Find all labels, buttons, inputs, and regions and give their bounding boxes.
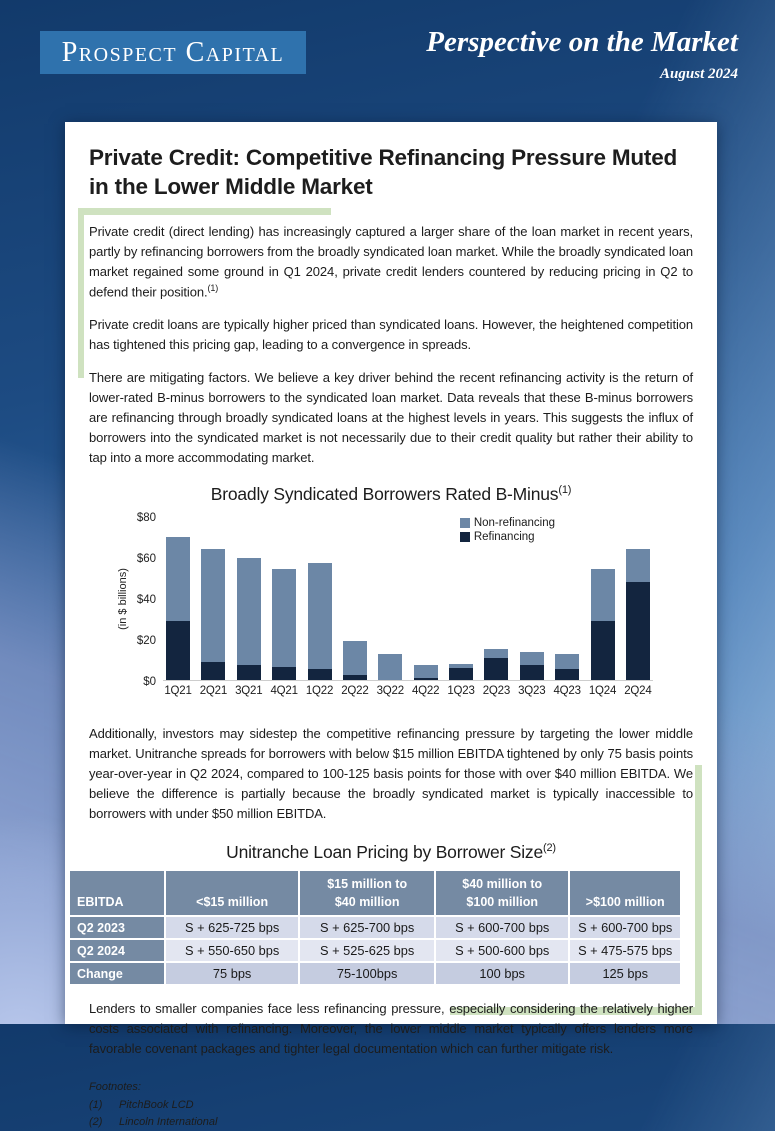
row-label: Q2 2024	[70, 940, 164, 961]
bar-segment-refinancing	[626, 582, 650, 680]
bar-1q23	[447, 517, 475, 698]
bar-segment-non-refinancing	[626, 549, 650, 582]
footnote-number: (2)	[89, 1115, 103, 1128]
table-cell: 75 bps	[166, 963, 298, 984]
table-row	[70, 963, 680, 984]
bar-segment-non-refinancing	[343, 641, 367, 675]
table-cell: S + 625-700 bps	[300, 917, 434, 938]
y-tick-label: $40	[136, 594, 156, 607]
column-header: $40 million to $100 million	[436, 871, 568, 915]
table-title-superscript: (2)	[543, 842, 556, 855]
bar-segment-non-refinancing	[308, 563, 332, 669]
bar-2q21	[199, 517, 228, 698]
table-cell: S + 550-650 bps	[166, 940, 298, 961]
bar-segment-refinancing	[201, 662, 225, 680]
table-header-row	[70, 871, 680, 915]
bar-segment-non-refinancing	[237, 558, 261, 665]
bar-segment-refinancing	[484, 658, 508, 681]
masthead-date: August 2024	[660, 66, 738, 82]
bar-segment-refinancing	[237, 665, 261, 680]
footnotes	[89, 1079, 693, 1130]
x-axis-label: 1Q23	[447, 685, 475, 698]
bar-2q23	[482, 517, 511, 698]
footnotes-heading: Footnotes:	[89, 1081, 141, 1094]
x-axis-label: 3Q21	[235, 685, 263, 698]
x-axis-label: 1Q22	[305, 685, 334, 698]
row-label: Change	[70, 963, 164, 984]
row-label: Q2 2023	[70, 917, 164, 938]
column-header: EBITDA	[70, 871, 164, 915]
prospect-capital-logo	[40, 31, 306, 74]
bar-2q22	[341, 517, 369, 698]
footnote-number: (1)	[89, 1098, 103, 1111]
bar-segment-refinancing	[343, 675, 367, 680]
y-tick-label: $80	[136, 512, 156, 525]
column-header: $15 million to $40 million	[300, 871, 434, 915]
bar-3q22	[376, 517, 404, 698]
x-axis-label: 4Q21	[270, 685, 298, 698]
chart-title-text: Broadly Syndicated Borrowers Rated B-Minus	[210, 484, 559, 505]
bar-4q23	[553, 517, 581, 698]
bar-segment-non-refinancing	[166, 537, 190, 621]
bar-3q23	[518, 517, 546, 698]
chart-title-superscript: (1)	[558, 484, 572, 497]
y-tick-label: $20	[136, 635, 156, 648]
x-axis-label: 1Q24	[588, 685, 617, 698]
table-cell: 75-100bps	[300, 963, 434, 984]
paragraph-1	[89, 222, 693, 302]
bar-segment-refinancing	[166, 621, 190, 680]
bar-segment-non-refinancing	[378, 654, 402, 680]
table-cell: S + 525-625 bps	[300, 940, 434, 961]
bar-4q22	[411, 517, 440, 698]
table-cell: S + 500-600 bps	[436, 940, 568, 961]
chart-bars-area	[163, 517, 653, 698]
legend-label: Non-refinancing	[473, 517, 555, 530]
table-cell: S + 600-700 bps	[436, 917, 568, 938]
column-header: <$15 million	[166, 871, 298, 915]
bar-4q21	[270, 517, 298, 698]
table-cell: 100 bps	[436, 963, 568, 984]
paragraph-2: Private credit loans are typically higher priced than syndicated loans. However, the heightened competition has tightened this pricing gap, leading to a convergence in spreads.	[89, 316, 693, 352]
bar-segment-non-refinancing	[591, 569, 615, 620]
table-title	[89, 842, 693, 863]
bar-chart	[89, 484, 693, 711]
x-axis-label: 2Q22	[341, 685, 369, 698]
footnote-marker-1: (1)	[207, 282, 219, 293]
logo-text: Prospect Capital	[61, 36, 285, 68]
y-axis-label: (in $ billions)	[117, 568, 129, 630]
masthead-title: Perspective on the Market	[426, 26, 738, 58]
bar-segment-non-refinancing	[414, 665, 438, 678]
article-title: Private Credit: Competitive Refinancing Pressure Muted in the Lower Middle Market	[89, 145, 678, 199]
table-cell: S + 600-700 bps	[570, 917, 680, 938]
article-card	[65, 122, 717, 1128]
bar-segment-refinancing	[555, 669, 579, 680]
bar-segment-refinancing	[520, 665, 544, 680]
chart-title	[89, 484, 693, 505]
x-axis-label: 2Q21	[199, 685, 228, 698]
y-tick-label: $60	[136, 553, 156, 566]
y-axis-ticks	[119, 512, 163, 689]
footnote-text: Lincoln International	[119, 1115, 218, 1128]
column-header: >$100 million	[570, 871, 680, 915]
pricing-table	[68, 869, 682, 986]
bar-segment-non-refinancing	[272, 569, 296, 666]
bar-segment-non-refinancing	[484, 649, 508, 657]
paragraph-4: Additionally, investors may sidestep the competitive refinancing pressure by targeting the lower middle market. Unitranche spreads for borrowers with below $15 million EBITDA tightened by only 75 basis points year-over-year in Q2 2024, compared to 100-125 basis points for those with over $40 million EBITDA. We believe the difference is partially because the broadly syndicated market is typically inaccessible to borrowers with under $50 million EBITDA.	[89, 726, 693, 822]
x-axis-label: 2Q23	[482, 685, 511, 698]
chart-plot-area	[117, 512, 693, 698]
legend-label: Refinancing	[473, 531, 535, 544]
table-cell: S + 625-725 bps	[166, 917, 298, 938]
bar-1q21	[164, 517, 192, 698]
table-row	[70, 917, 680, 938]
table-cell: S + 475-575 bps	[570, 940, 680, 961]
bar-segment-refinancing	[308, 669, 332, 680]
bar-segment-non-refinancing	[201, 549, 225, 662]
table-cell: 125 bps	[570, 963, 680, 984]
bar-segment-refinancing	[449, 668, 473, 680]
footnote-item	[89, 1114, 693, 1131]
bar-segment-refinancing	[591, 621, 615, 680]
paragraph-5: Lenders to smaller companies face less refinancing pressure, especially considering the relatively higher costs associated with refinancing. Moreover, the lower middle market typically offers lenders more favorable covenant packages and tighter legal documentation which can further mitigate risk.	[89, 1001, 693, 1057]
footnote-text: PitchBook LCD	[119, 1098, 194, 1111]
bar-segment-non-refinancing	[520, 652, 544, 664]
bar-1q24	[588, 517, 617, 698]
table-title-text: Unitranche Loan Pricing by Borrower Size	[226, 842, 544, 863]
x-axis-label: 3Q22	[376, 685, 404, 698]
bar-3q21	[235, 517, 263, 698]
x-axis-label: 1Q21	[164, 685, 192, 698]
x-axis-label: 4Q23	[553, 685, 581, 698]
x-axis-label: 3Q23	[518, 685, 546, 698]
bar-segment-non-refinancing	[555, 654, 579, 668]
bar-segment-refinancing	[272, 667, 296, 680]
y-tick-label: $0	[143, 676, 156, 689]
bar-2q24	[624, 517, 652, 698]
footnote-item	[89, 1097, 693, 1114]
paragraph-1-text: Private credit (direct lending) has increasingly captured a larger share of the loan market in recent years, partly by refinancing borrowers from the broadly syndicated loan market. While the broadly syndicated loan market regained some ground in Q1 2024, private credit lenders countered by reducing pricing in Q2 to defend their position.	[89, 223, 693, 299]
x-axis-label: 2Q24	[624, 685, 652, 698]
table-row	[70, 940, 680, 961]
bar-1q22	[305, 517, 334, 698]
paragraph-3: There are mitigating factors. We believe a key driver behind the recent refinancing activity is the return of lower-rated B-minus borrowers to the syndicated loan market. Data reveals that these B-minus borrowers are refinancing through broadly syndicated loans at the highest levels in years. This suggests the influx of borrowers into the syndicated market is not necessarily due to their credit quality but rather their ability to tap into a more accommodating market.	[89, 370, 693, 466]
bar-segment-refinancing	[414, 678, 438, 680]
x-axis-label: 4Q22	[411, 685, 440, 698]
